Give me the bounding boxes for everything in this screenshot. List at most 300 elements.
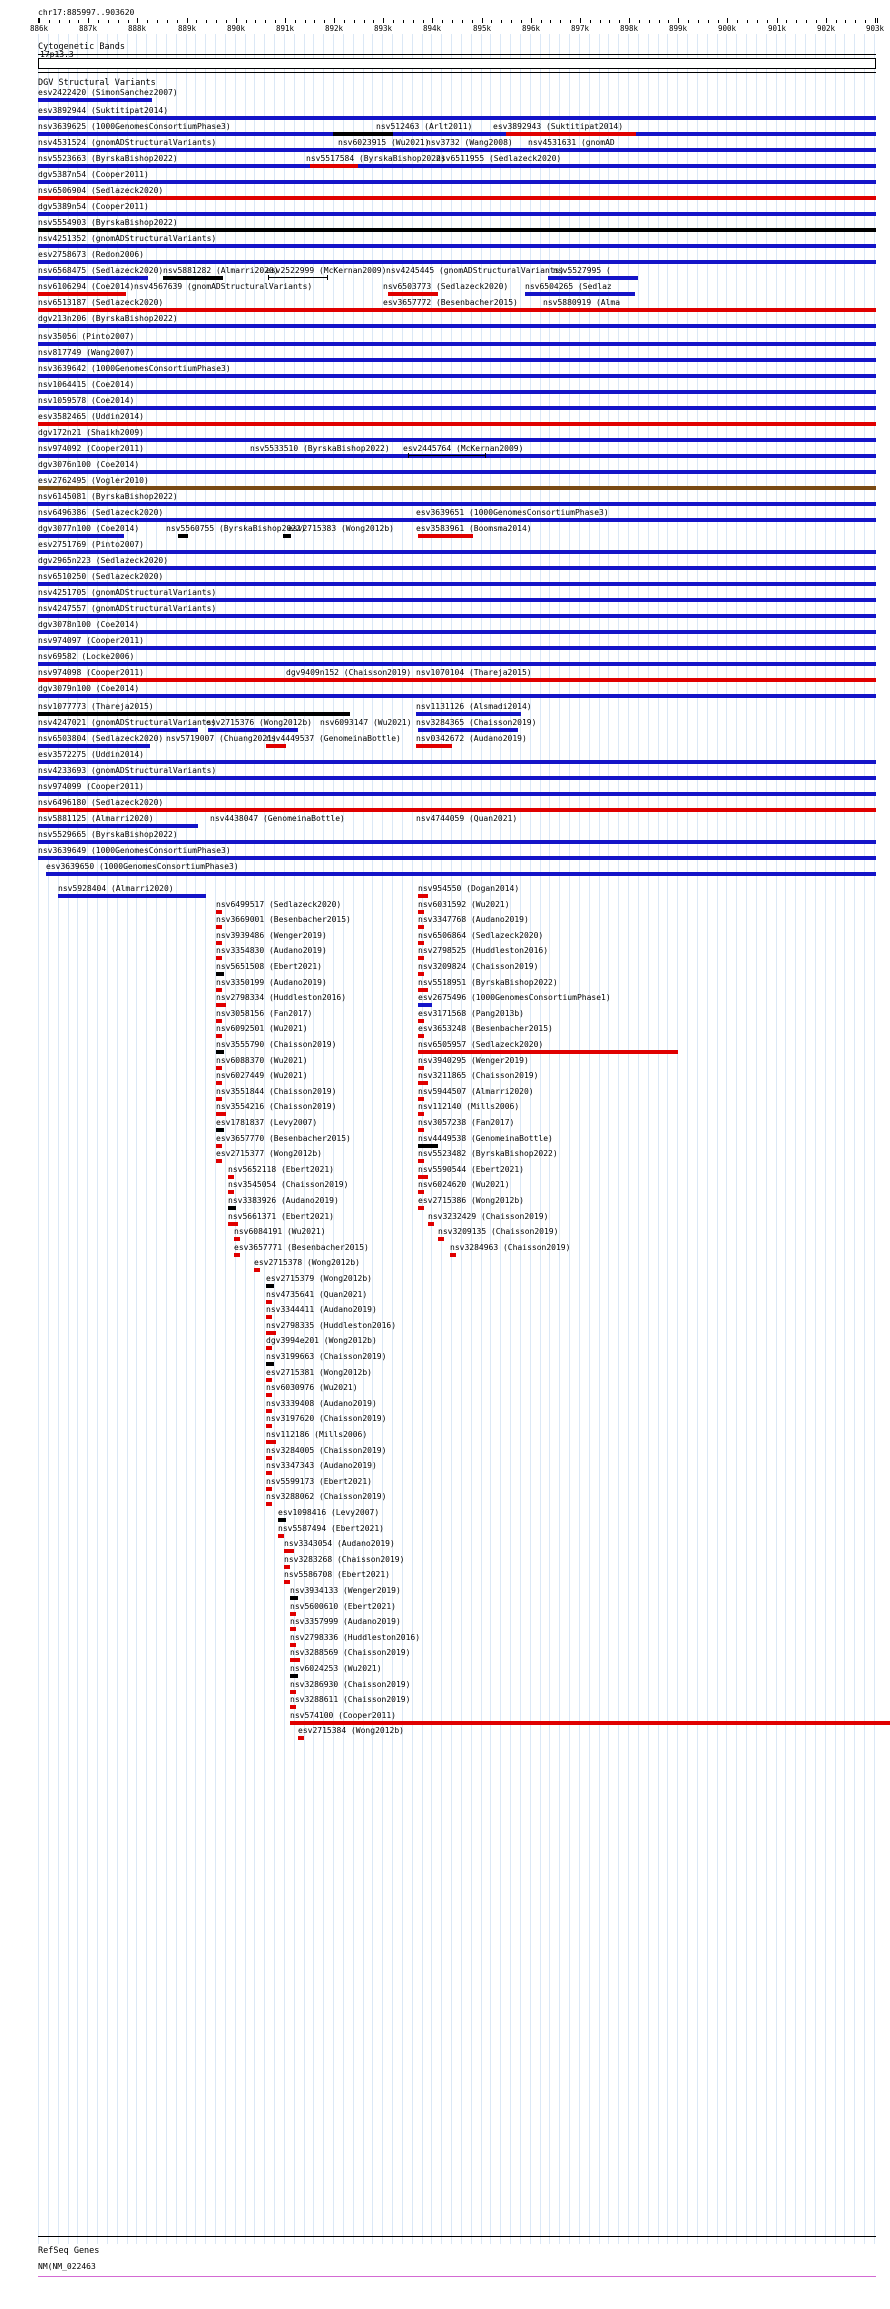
- variant-bar[interactable]: [216, 910, 222, 914]
- variant-bar[interactable]: [518, 148, 618, 152]
- variant-label[interactable]: nsv3339408 (Audano2019): [266, 1398, 377, 1408]
- variant-bar[interactable]: [38, 148, 876, 152]
- variant-label[interactable]: esv3639651 (1000GenomesConsortiumPhase3): [416, 508, 609, 517]
- variant-label[interactable]: esv2715377 (Wong2012b): [216, 1149, 322, 1159]
- variant-label[interactable]: nsv4233693 (gnomADStructuralVariants): [38, 766, 217, 775]
- variant-bar[interactable]: [38, 116, 876, 120]
- variant-label[interactable]: nsv3354830 (Audano2019): [216, 946, 327, 956]
- variant-label[interactable]: nsv5600610 (Ebert2021): [290, 1601, 396, 1611]
- variant-bar[interactable]: [428, 1222, 434, 1226]
- variant-bar[interactable]: [38, 260, 876, 264]
- variant-bar[interactable]: [58, 894, 206, 898]
- variant-label[interactable]: esv3171568 (Pang2013b): [418, 1008, 524, 1018]
- variant-bar[interactable]: [38, 374, 876, 378]
- variant-bar[interactable]: [38, 390, 876, 394]
- variant-bar[interactable]: [216, 956, 222, 960]
- variant-label[interactable]: nsv5590544 (Ebert2021): [418, 1164, 524, 1174]
- variant-label[interactable]: nsv6511955 (Sedlazeck2020): [436, 154, 562, 163]
- variant-bar[interactable]: [38, 712, 350, 716]
- variant-bar[interactable]: [38, 132, 876, 136]
- variant-label[interactable]: esv3653248 (Besenbacher2015): [418, 1024, 553, 1034]
- variant-label[interactable]: nsv6506904 (Sedlazeck2020): [38, 186, 164, 195]
- variant-bar[interactable]: [290, 1612, 296, 1616]
- variant-label[interactable]: dgv172n21 (Shaikh2009): [38, 428, 144, 437]
- variant-bar[interactable]: [38, 308, 876, 312]
- variant-bar[interactable]: [298, 1736, 304, 1740]
- variant-label[interactable]: esv3892943 (Suktitipat2014): [493, 122, 624, 131]
- variant-label[interactable]: esv2715376 (Wong2012b): [206, 718, 312, 727]
- variant-bar[interactable]: [266, 744, 286, 748]
- variant-label[interactable]: esv3657772 (Besenbacher2015): [383, 298, 518, 307]
- variant-bar[interactable]: [418, 1019, 424, 1023]
- variant-label[interactable]: esv3582465 (Uddin2014): [38, 412, 144, 421]
- variant-label[interactable]: dgv5389n54 (Cooper2011): [38, 202, 149, 211]
- variant-label[interactable]: nsv2798334 (Huddleston2016): [216, 993, 347, 1003]
- variant-label[interactable]: nsv6024620 (Wu2021): [418, 1180, 510, 1190]
- variant-bar[interactable]: [310, 164, 358, 168]
- variant-bar[interactable]: [290, 1674, 298, 1678]
- variant-label[interactable]: dgv9409n152 (Chaisson2019): [286, 668, 412, 677]
- variant-label[interactable]: nsv4735641 (Quan2021): [266, 1289, 368, 1299]
- variant-label[interactable]: nsv6093147 (Wu2021): [320, 718, 412, 727]
- variant-label[interactable]: nsv1064415 (Coe2014): [38, 380, 135, 389]
- variant-bar[interactable]: [438, 1237, 444, 1241]
- variant-label[interactable]: nsv3934133 (Wenger2019): [290, 1586, 401, 1595]
- variant-bar[interactable]: [38, 502, 876, 506]
- variant-bar[interactable]: [38, 228, 876, 232]
- variant-label[interactable]: esv2751769 (Pinto2007): [38, 540, 144, 549]
- variant-bar[interactable]: [418, 1081, 428, 1085]
- variant-bar[interactable]: [38, 760, 876, 764]
- variant-label[interactable]: nsv3209135 (Chaisson2019): [438, 1227, 559, 1237]
- variant-bar[interactable]: [266, 1456, 272, 1460]
- variant-bar[interactable]: [418, 1050, 678, 1054]
- variant-bar[interactable]: [266, 1362, 274, 1366]
- variant-label[interactable]: nsv6510250 (Sedlazeck2020): [38, 572, 164, 581]
- variant-label[interactable]: esv3639650 (1000GenomesConsortiumPhase3): [46, 862, 239, 871]
- variant-label[interactable]: nsv4438047 (GenomeinaBottle): [210, 814, 345, 823]
- variant-bar[interactable]: [416, 712, 521, 716]
- variant-label[interactable]: nsv3383926 (Audano2019): [228, 1196, 339, 1205]
- variant-label[interactable]: nsv4531524 (gnomADStructuralVariants): [38, 138, 217, 147]
- variant-bar[interactable]: [418, 1112, 424, 1116]
- variant-label[interactable]: nsv3554216 (Chaisson2019): [216, 1102, 337, 1112]
- variant-bar[interactable]: [228, 1190, 234, 1194]
- variant-label[interactable]: nsv974097 (Cooper2011): [38, 636, 144, 645]
- variant-label[interactable]: nsv3286930 (Chaisson2019): [290, 1679, 411, 1689]
- variant-bar[interactable]: [418, 894, 428, 898]
- variant-label[interactable]: nsv954550 (Dogan2014): [418, 884, 520, 893]
- variant-bar[interactable]: [38, 824, 198, 828]
- variant-label[interactable]: nsv6027449 (Wu2021): [216, 1071, 308, 1081]
- variant-bar[interactable]: [38, 630, 876, 634]
- variant-label[interactable]: dgv213n206 (ByrskaBishop2022): [38, 314, 178, 323]
- variant-bar[interactable]: [216, 1144, 222, 1148]
- variant-label[interactable]: dgv3994e201 (Wong2012b): [266, 1336, 377, 1346]
- variant-label[interactable]: esv3583961 (Boomsma2014): [416, 524, 532, 533]
- variant-label[interactable]: nsv6496386 (Sedlazeck2020): [38, 508, 164, 517]
- variant-label[interactable]: esv1098416 (Levy2007): [278, 1508, 380, 1517]
- variant-label[interactable]: nsv5529665 (ByrskaBishop2022): [38, 830, 178, 839]
- variant-label[interactable]: nsv3347768 (Audano2019): [418, 915, 529, 925]
- variant-label[interactable]: nsv5881282 (Almarri2020): [163, 266, 279, 275]
- variant-label[interactable]: nsv6145081 (ByrskaBishop2022): [38, 492, 178, 501]
- variant-bar[interactable]: [38, 292, 126, 296]
- variant-bar[interactable]: [38, 518, 876, 522]
- variant-label[interactable]: nsv5527995 (: [553, 266, 611, 275]
- variant-bar[interactable]: [38, 534, 124, 538]
- variant-bar[interactable]: [38, 614, 876, 618]
- variant-label[interactable]: nsv4245445 (gnomADStructuralVariants): [386, 266, 565, 275]
- variant-label[interactable]: nsv69582 (Locke2006): [38, 652, 135, 661]
- variant-label[interactable]: esv3657771 (Besenbacher2015): [234, 1242, 369, 1252]
- variant-label[interactable]: esv2715383 (Wong2012b): [288, 524, 394, 533]
- variant-label[interactable]: nsv5880919 (Alma: [543, 298, 621, 307]
- variant-label[interactable]: nsv974092 (Cooper2011): [38, 444, 144, 453]
- variant-bar[interactable]: [290, 1721, 890, 1725]
- variant-bar[interactable]: [418, 956, 424, 960]
- variant-bar[interactable]: [38, 470, 876, 474]
- variant-bar[interactable]: [290, 1658, 300, 1662]
- variant-bar[interactable]: [418, 1034, 424, 1038]
- variant-label[interactable]: nsv3284005 (Chaisson2019): [266, 1445, 387, 1455]
- variant-bar[interactable]: [266, 1300, 272, 1304]
- variant-whisker[interactable]: [268, 275, 328, 280]
- variant-label[interactable]: esv2522999 (McKernan2009): [266, 266, 387, 275]
- variant-bar[interactable]: [38, 566, 876, 570]
- variant-bar[interactable]: [266, 1331, 276, 1335]
- variant-label[interactable]: nsv5560755 (ByrskaBishop2022): [166, 524, 306, 533]
- variant-bar[interactable]: [284, 1565, 290, 1569]
- variant-label[interactable]: nsv1131126 (Alsmadi2014): [416, 702, 532, 711]
- variant-label[interactable]: esv2675496 (1000GenomesConsortiumPhase1): [418, 993, 611, 1003]
- variant-bar[interactable]: [450, 1253, 456, 1257]
- variant-bar[interactable]: [290, 1705, 296, 1709]
- variant-bar[interactable]: [266, 1284, 274, 1288]
- variant-label[interactable]: nsv3197620 (Chaisson2019): [266, 1414, 387, 1424]
- variant-bar[interactable]: [388, 292, 438, 296]
- variant-bar[interactable]: [38, 212, 876, 216]
- variant-bar[interactable]: [38, 662, 876, 666]
- variant-label[interactable]: nsv4744059 (Quan2021): [416, 814, 518, 823]
- variant-label[interactable]: nsv6088370 (Wu2021): [216, 1055, 308, 1065]
- variant-bar[interactable]: [38, 422, 876, 426]
- variant-label[interactable]: dgv5387n54 (Cooper2011): [38, 170, 149, 179]
- variant-bar[interactable]: [548, 276, 638, 280]
- variant-bar[interactable]: [283, 534, 291, 538]
- variant-bar[interactable]: [216, 941, 222, 945]
- variant-bar[interactable]: [228, 1206, 236, 1210]
- variant-whisker[interactable]: [408, 453, 486, 458]
- variant-bar[interactable]: [38, 694, 876, 698]
- variant-bar[interactable]: [216, 1019, 222, 1023]
- variant-label[interactable]: nsv5533510 (ByrskaBishop2022): [250, 444, 390, 453]
- variant-label[interactable]: nsv1077773 (Thareja2015): [38, 702, 154, 711]
- variant-label[interactable]: nsv35056 (Pinto2007): [38, 332, 135, 341]
- variant-bar[interactable]: [234, 1237, 240, 1241]
- variant-bar[interactable]: [418, 1003, 432, 1007]
- variant-label[interactable]: nsv6568475 (Sedlazeck2020): [38, 266, 164, 275]
- variant-label[interactable]: nsv974098 (Cooper2011): [38, 668, 144, 677]
- variant-label[interactable]: nsv6084191 (Wu2021): [234, 1227, 326, 1237]
- variant-bar[interactable]: [418, 1128, 424, 1132]
- variant-bar[interactable]: [38, 244, 876, 248]
- variant-bar[interactable]: [418, 728, 518, 732]
- variant-bar[interactable]: [418, 1190, 424, 1194]
- variant-bar[interactable]: [38, 840, 876, 844]
- variant-label[interactable]: esv2762495 (Vogler2010): [38, 476, 149, 485]
- variant-label[interactable]: dgv3079n100 (Coe2014): [38, 684, 140, 693]
- variant-bar[interactable]: [266, 1424, 272, 1428]
- variant-label[interactable]: esv2422420 (SimonSanchez2007): [38, 88, 178, 97]
- variant-label[interactable]: nsv5587494 (Ebert2021): [278, 1523, 384, 1533]
- variant-label[interactable]: nsv5661371 (Ebert2021): [228, 1211, 334, 1221]
- variant-label[interactable]: nsv1070104 (Thareja2015): [416, 668, 532, 677]
- variant-bar[interactable]: [228, 1175, 234, 1179]
- variant-label[interactable]: nsv3939486 (Wenger2019): [216, 930, 327, 940]
- variant-label[interactable]: nsv3555790 (Chaisson2019): [216, 1040, 337, 1049]
- variant-bar[interactable]: [418, 988, 428, 992]
- variant-bar[interactable]: [266, 1409, 272, 1413]
- variant-label[interactable]: nsv3344411 (Audano2019): [266, 1305, 377, 1315]
- variant-label[interactable]: nsv6092501 (Wu2021): [216, 1024, 308, 1034]
- variant-label[interactable]: esv2758673 (Redon2006): [38, 250, 144, 259]
- variant-bar[interactable]: [266, 1487, 272, 1491]
- variant-label[interactable]: nsv6023915 (Wu2021): [338, 138, 430, 147]
- variant-label[interactable]: nsv3669001 (Besenbacher2015): [216, 915, 351, 925]
- variant-label[interactable]: nsv3209824 (Chaisson2019): [418, 962, 539, 971]
- variant-bar[interactable]: [38, 792, 876, 796]
- variant-label[interactable]: nsv6504265 (Sedlaz: [525, 282, 612, 291]
- variant-label[interactable]: nsv112140 (Mills2006): [418, 1102, 520, 1112]
- variant-label[interactable]: nsv1059578 (Coe2014): [38, 396, 135, 405]
- variant-label[interactable]: nsv3211865 (Chaisson2019): [418, 1071, 539, 1081]
- variant-label[interactable]: nsv5928404 (Almarri2020): [58, 884, 174, 893]
- variant-label[interactable]: nsv5517584 (ByrskaBishop2022): [306, 154, 446, 163]
- variant-label[interactable]: nsv6503804 (Sedlazeck2020): [38, 734, 164, 743]
- variant-bar[interactable]: [38, 776, 876, 780]
- variant-label[interactable]: nsv5881125 (Almarri2020): [38, 814, 154, 823]
- variant-label[interactable]: nsv3283268 (Chaisson2019): [284, 1554, 405, 1564]
- variant-label[interactable]: nsv3199663 (Chaisson2019): [266, 1352, 387, 1361]
- variant-bar[interactable]: [266, 1393, 272, 1397]
- variant-bar[interactable]: [216, 1050, 224, 1054]
- variant-label[interactable]: nsv6503773 (Sedlazeck2020): [383, 282, 509, 291]
- variant-bar[interactable]: [163, 276, 223, 280]
- variant-label[interactable]: nsv5652118 (Ebert2021): [228, 1164, 334, 1174]
- variant-bar[interactable]: [216, 1034, 222, 1038]
- variant-label[interactable]: nsv3639649 (1000GenomesConsortiumPhase3): [38, 846, 231, 855]
- variant-bar[interactable]: [418, 1175, 428, 1179]
- variant-label[interactable]: nsv0342672 (Audano2019): [416, 734, 527, 743]
- variant-bar[interactable]: [266, 1315, 272, 1319]
- variant-bar[interactable]: [266, 1346, 272, 1350]
- variant-bar[interactable]: [38, 744, 150, 748]
- variant-bar[interactable]: [525, 292, 635, 296]
- variant-label[interactable]: nsv974099 (Cooper2011): [38, 782, 144, 791]
- variant-label[interactable]: nsv5944507 (Almarri2020): [418, 1086, 534, 1096]
- variant-label[interactable]: nsv3350199 (Audano2019): [216, 977, 327, 987]
- variant-bar[interactable]: [290, 1627, 296, 1631]
- variant-bar[interactable]: [290, 1690, 296, 1694]
- variant-label[interactable]: nsv4449537 (GenomeinaBottle): [266, 734, 401, 743]
- variant-bar[interactable]: [266, 1502, 272, 1506]
- variant-bar[interactable]: [254, 1268, 260, 1272]
- variant-bar[interactable]: [284, 1580, 290, 1584]
- variant-label[interactable]: nsv6106294 (Coe2014): [38, 282, 135, 291]
- variant-label[interactable]: nsv4531631 (gnomAD: [528, 138, 615, 147]
- variant-label[interactable]: nsv6513187 (Sedlazeck2020): [38, 298, 164, 307]
- variant-bar[interactable]: [38, 678, 876, 682]
- variant-label[interactable]: esv2715378 (Wong2012b): [254, 1258, 360, 1268]
- variant-bar[interactable]: [266, 1378, 272, 1382]
- variant-label[interactable]: nsv3284365 (Chaisson2019): [416, 718, 537, 727]
- variant-label[interactable]: nsv3639642 (1000GenomesConsortiumPhase3): [38, 364, 231, 373]
- variant-label[interactable]: dgv3077n100 (Coe2014): [38, 524, 140, 533]
- variant-bar[interactable]: [38, 438, 876, 442]
- variant-bar[interactable]: [418, 1066, 424, 1070]
- variant-label[interactable]: dgv3078n100 (Coe2014): [38, 620, 140, 629]
- variant-bar[interactable]: [38, 406, 876, 410]
- variant-label[interactable]: esv2715384 (Wong2012b): [298, 1726, 404, 1736]
- variant-label[interactable]: nsv3940295 (Wenger2019): [418, 1055, 529, 1065]
- variant-bar[interactable]: [38, 856, 876, 860]
- variant-label[interactable]: nsv3288062 (Chaisson2019): [266, 1492, 387, 1502]
- variant-label[interactable]: esv3892944 (Suktitipat2014): [38, 106, 169, 115]
- variant-label[interactable]: nsv5554903 (ByrskaBishop2022): [38, 218, 178, 227]
- variant-label[interactable]: nsv3343054 (Audano2019): [284, 1539, 395, 1549]
- variant-label[interactable]: nsv4449538 (GenomeinaBottle): [418, 1133, 553, 1143]
- variant-bar[interactable]: [38, 164, 876, 168]
- variant-label[interactable]: nsv3284963 (Chaisson2019): [450, 1242, 571, 1252]
- variant-bar[interactable]: [290, 1596, 298, 1600]
- variant-bar[interactable]: [418, 910, 424, 914]
- variant-label[interactable]: nsv574100 (Cooper2011): [290, 1710, 396, 1720]
- variant-bar[interactable]: [38, 180, 876, 184]
- variant-label[interactable]: nsv3288611 (Chaisson2019): [290, 1695, 411, 1705]
- variant-bar[interactable]: [418, 941, 424, 945]
- variant-label[interactable]: nsv4251705 (gnomADStructuralVariants): [38, 588, 217, 597]
- variant-bar[interactable]: [418, 972, 424, 976]
- variant-bar[interactable]: [228, 1222, 238, 1226]
- variant-label[interactable]: nsv6031592 (Wu2021): [418, 899, 510, 909]
- variant-bar[interactable]: [216, 1097, 222, 1101]
- variant-bar[interactable]: [216, 1128, 224, 1132]
- variant-label[interactable]: esv1781837 (Levy2007): [216, 1118, 318, 1127]
- variant-label[interactable]: nsv4247021 (gnomADStructuralVariants): [38, 718, 217, 727]
- variant-bar[interactable]: [208, 728, 298, 732]
- variant-bar[interactable]: [38, 196, 876, 200]
- variant-label[interactable]: nsv817749 (Wang2007): [38, 348, 135, 357]
- variant-bar[interactable]: [290, 1643, 296, 1647]
- variant-bar[interactable]: [216, 988, 222, 992]
- variant-bar[interactable]: [216, 1159, 222, 1163]
- variant-label[interactable]: nsv112186 (Mills2006): [266, 1430, 368, 1439]
- variant-label[interactable]: nsv6506864 (Sedlazeck2020): [418, 930, 544, 940]
- variant-bar[interactable]: [216, 1081, 222, 1085]
- variant-bar[interactable]: [278, 1534, 284, 1538]
- variant-label[interactable]: nsv3058156 (Fan2017): [216, 1008, 313, 1018]
- variant-label[interactable]: nsv3288569 (Chaisson2019): [290, 1648, 411, 1658]
- variant-label[interactable]: nsv2798335 (Huddleston2016): [266, 1320, 397, 1330]
- variant-label[interactable]: nsv2798336 (Huddleston2016): [290, 1632, 421, 1642]
- variant-bar[interactable]: [216, 925, 222, 929]
- variant-bar[interactable]: [216, 972, 224, 976]
- variant-label[interactable]: dgv2965n223 (Sedlazeck2020): [38, 556, 169, 565]
- variant-label[interactable]: nsv512463 (Arlt2011): [376, 122, 473, 131]
- variant-label[interactable]: nsv5518951 (ByrskaBishop2022): [418, 977, 558, 987]
- variant-bar[interactable]: [418, 925, 424, 929]
- variant-bar[interactable]: [38, 598, 876, 602]
- variant-label[interactable]: nsv4251352 (gnomADStructuralVariants): [38, 234, 217, 243]
- variant-bar[interactable]: [38, 276, 148, 280]
- variant-label[interactable]: nsv5651508 (Ebert2021): [216, 962, 322, 971]
- variant-bar[interactable]: [284, 1549, 294, 1553]
- variant-label[interactable]: esv2715386 (Wong2012b): [418, 1196, 524, 1205]
- variant-bar[interactable]: [216, 1112, 226, 1116]
- variant-label[interactable]: nsv3551844 (Chaisson2019): [216, 1086, 337, 1096]
- variant-bar[interactable]: [38, 486, 876, 490]
- variant-bar[interactable]: [38, 728, 198, 732]
- variant-label[interactable]: nsv5523663 (ByrskaBishop2022): [38, 154, 178, 163]
- variant-label[interactable]: esv2715379 (Wong2012b): [266, 1274, 372, 1283]
- variant-bar[interactable]: [266, 1440, 276, 1444]
- variant-label[interactable]: nsv5719007 (Chuang2021): [166, 734, 277, 743]
- variant-label[interactable]: esv3657770 (Besenbacher2015): [216, 1133, 351, 1143]
- variant-label[interactable]: nsv4567639 (gnomADStructuralVariants): [134, 282, 313, 291]
- variant-bar[interactable]: [278, 1518, 286, 1522]
- variant-bar[interactable]: [38, 646, 876, 650]
- variant-label[interactable]: nsv6499517 (Sedlazeck2020): [216, 899, 342, 909]
- variant-label[interactable]: nsv6496180 (Sedlazeck2020): [38, 798, 164, 807]
- variant-label[interactable]: nsv6024253 (Wu2021): [290, 1664, 382, 1673]
- variant-label[interactable]: nsv5523482 (ByrskaBishop2022): [418, 1149, 558, 1159]
- variant-label[interactable]: esv2715381 (Wong2012b): [266, 1367, 372, 1377]
- variant-bar[interactable]: [216, 1066, 222, 1070]
- variant-label[interactable]: nsv3545054 (Chaisson2019): [228, 1180, 349, 1190]
- variant-bar[interactable]: [38, 808, 876, 812]
- variant-bar[interactable]: [418, 1206, 424, 1210]
- variant-bar[interactable]: [38, 550, 876, 554]
- variant-bar[interactable]: [38, 582, 876, 586]
- variant-label[interactable]: nsv3639625 (1000GenomesConsortiumPhase3): [38, 122, 231, 131]
- variant-bar[interactable]: [506, 132, 636, 136]
- variant-label[interactable]: nsv3357999 (Audano2019): [290, 1617, 401, 1627]
- variant-bar[interactable]: [234, 1253, 240, 1257]
- variant-label[interactable]: nsv5599173 (Ebert2021): [266, 1476, 372, 1486]
- variant-bar[interactable]: [38, 324, 876, 328]
- variant-bar[interactable]: [416, 744, 452, 748]
- variant-bar[interactable]: [333, 132, 393, 136]
- variant-label[interactable]: nsv5586708 (Ebert2021): [284, 1570, 390, 1580]
- variant-bar[interactable]: [266, 1471, 272, 1475]
- variant-label[interactable]: nsv6030976 (Wu2021): [266, 1383, 358, 1393]
- variant-label[interactable]: esv3572275 (Uddin2014): [38, 750, 144, 759]
- variant-label[interactable]: nsv6505957 (Sedlazeck2020): [418, 1040, 544, 1049]
- variant-bar[interactable]: [418, 1097, 424, 1101]
- variant-bar[interactable]: [418, 1159, 424, 1163]
- variant-label[interactable]: nsv3232429 (Chaisson2019): [428, 1211, 549, 1221]
- variant-label[interactable]: nsv3732 (Wang2008): [426, 138, 513, 147]
- variant-label[interactable]: nsv3057238 (Fan2017): [418, 1118, 515, 1127]
- variant-bar[interactable]: [418, 534, 473, 538]
- variant-bar[interactable]: [46, 872, 876, 876]
- variant-bar[interactable]: [216, 1003, 226, 1007]
- variant-label[interactable]: dgv3076n100 (Coe2014): [38, 460, 140, 469]
- variant-label[interactable]: nsv3347343 (Audano2019): [266, 1461, 377, 1471]
- variant-label[interactable]: nsv4247557 (gnomADStructuralVariants): [38, 604, 217, 613]
- variant-bar[interactable]: [38, 98, 152, 102]
